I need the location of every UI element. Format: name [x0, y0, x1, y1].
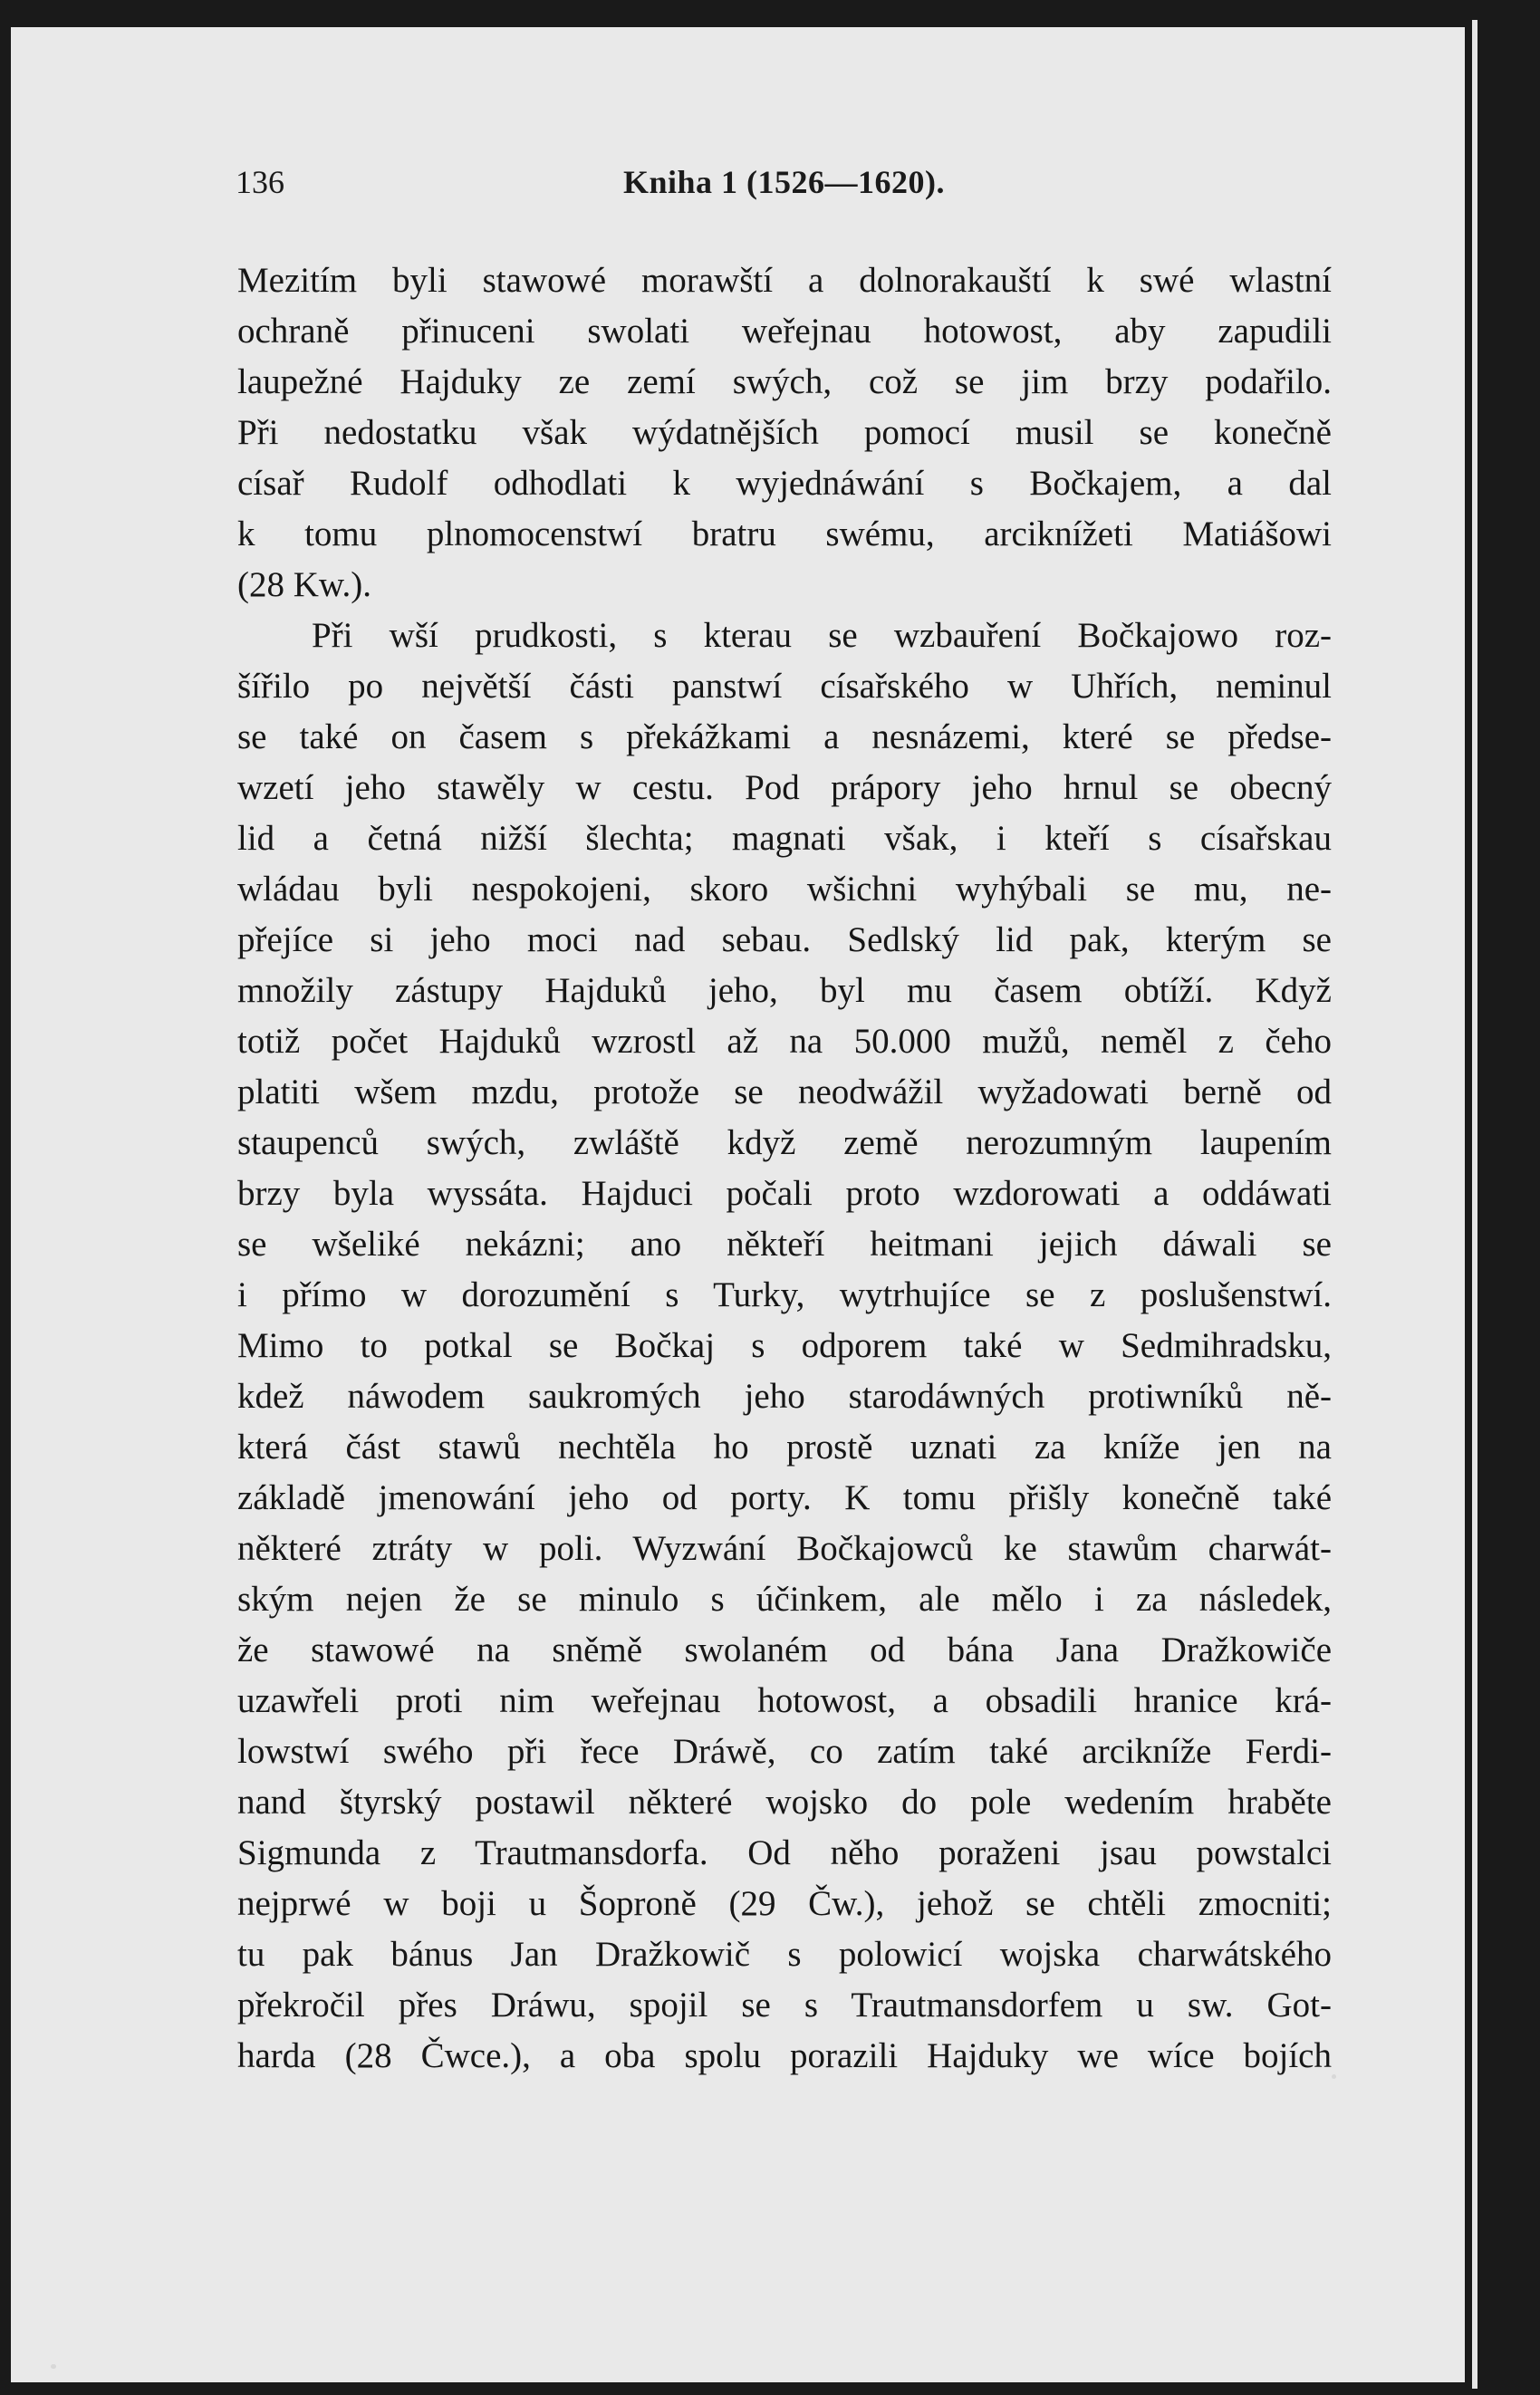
text-line: která část stawů nechtěla ho prostě uznati za kníže jen na [237, 1428, 1332, 1467]
running-title: Kniha 1 (1526—1620). [623, 164, 946, 200]
text-line: Při nedostatku však wýdatnějších pomocí musil se konečně [237, 413, 1332, 452]
text-line: některé ztráty w poli. Wyzwání Bočkajowců ke stawům charwát- [237, 1529, 1332, 1568]
scan-speck [51, 2364, 56, 2369]
text-line: totiž počet Hajduků wzrostl až na 50.000 mužů, neměl z čeho [237, 1022, 1332, 1061]
page-edge-line [1472, 20, 1477, 2389]
text-line: se také on časem s překážkami a nesnázemi, které se předse- [237, 717, 1332, 756]
text-line: Mimo to potkal se Bočkaj s odporem také w Sedmihradsku, [237, 1326, 1332, 1365]
text-line: k tomu plnomocenstwí bratru swému, arciknížeti Matiášowi [237, 515, 1332, 553]
page-header [236, 163, 1332, 208]
scan-speck [1332, 2074, 1336, 2079]
text-line: nejprwé w boji u Šoproně (29 Čw.), jehož se chtěli zmocniti; [237, 1884, 1332, 1923]
text-line: uzawřeli proti nim weřejnau hotowost, a obsadili hranice krá- [237, 1681, 1332, 1720]
text-line: wládau byli nespokojeni, skoro wšichni wyhýbali se mu, ne- [237, 870, 1332, 909]
text-line: nand štyrský postawil některé wojsko do pole wedením hraběte [237, 1783, 1332, 1822]
text-line: šířilo po největší části panstwí císařského w Uhřích, neminul [237, 667, 1332, 706]
text-line: přejíce si jeho moci nad sebau. Sedlský lid pak, kterým se [237, 920, 1332, 959]
text-line: harda (28 Čwce.), a oba spolu porazili Hajduky we wíce bojích [237, 2036, 1332, 2075]
text-line: wzetí jeho stawěly w cestu. Pod prápory jeho hrnul se obecný [237, 768, 1332, 807]
text-line: laupežné Hajduky ze zemí swých, což se jim brzy podařilo. [237, 362, 1332, 401]
text-line: se wšeliké nekázni; ano někteří heitmani jejich dáwali se [237, 1225, 1332, 1264]
text-line: ochraně přinuceni swolati weřejnau hotowost, aby zapudili [237, 312, 1332, 351]
text-line: Při wší prudkosti, s kterau se wzbauření Bočkajowo roz- [312, 616, 1332, 655]
text-line: staupenců swých, zwláště když země nerozumným laupením [237, 1123, 1332, 1162]
text-line: ským nejen že se minulo s účinkem, ale mělo i za následek, [237, 1580, 1332, 1619]
text-line: platiti wšem mzdu, protože se neodwážil wyžadowati berně od [237, 1072, 1332, 1111]
text-line: (28 Kw.). [237, 565, 372, 604]
text-line: že stawowé na sněmě swolaném od bána Jana Dražkowiče [237, 1630, 1332, 1669]
text-line: tu pak bánus Jan Dražkowič s polowicí wojska charwátského [237, 1935, 1332, 1974]
body-text [237, 255, 1332, 2082]
text-line: množily zástupy Hajduků jeho, byl mu časem obtíží. Když [237, 971, 1332, 1010]
text-line: kdež náwodem saukromých jeho starodáwných protiwníků ně- [237, 1377, 1332, 1416]
text-line: překročil přes Dráwu, spojil se s Trautmansdorfem u sw. Got- [237, 1986, 1332, 2025]
text-line: Mezitím byli stawowé morawští a dolnorakauští k swé wlastní [237, 261, 1332, 300]
text-line: císař Rudolf odhodlati k wyjednáwání s Bočkajem, a dal [237, 464, 1332, 503]
text-line: lowstwí swého při řece Dráwě, co zatím také arcikníže Ferdi- [237, 1732, 1332, 1771]
text-line: základě jmenowání jeho od porty. K tomu přišly konečně také [237, 1478, 1332, 1517]
text-line: brzy byla wyssáta. Hajduci počali proto wzdorowati a oddáwati [237, 1174, 1332, 1213]
text-line: i přímo w dorozumění s Turky, wytrhujíce se z poslušenstwí. [237, 1275, 1332, 1314]
text-line: Sigmunda z Trautmansdorfa. Od něho poraženi jsau powstalci [237, 1833, 1332, 1872]
page-number: 136 [236, 164, 284, 200]
text-line: lid a četná nižší šlechta; magnati však, i kteří s císařskau [237, 819, 1332, 858]
